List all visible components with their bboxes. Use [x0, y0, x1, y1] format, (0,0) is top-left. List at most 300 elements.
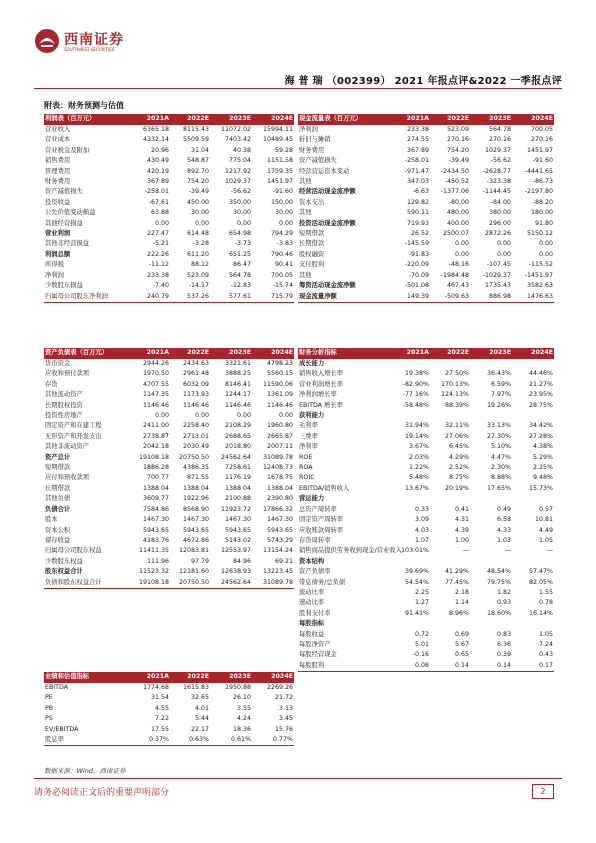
cell-value: 1615.83: [182, 684, 209, 691]
header-year: 2022E: [430, 348, 470, 359]
cell-value: —: [504, 547, 511, 555]
cell-value: 149.39: [390, 292, 430, 303]
row-label: PE: [45, 694, 53, 702]
logo-subtext: SOUTHWEST SECURITIES: [64, 47, 115, 52]
cell-value: 4672.86: [182, 536, 209, 544]
footer-divider: [34, 778, 562, 779]
cell-value: 4.29%: [448, 453, 469, 461]
cell-value: -91.83: [408, 250, 429, 258]
table-row: [298, 453, 554, 463]
cell-value: -11.12: [148, 261, 169, 269]
row-label: 每股净资产: [299, 640, 331, 648]
table-row: [44, 146, 294, 156]
table-row: [44, 359, 294, 369]
cell-value: 10489.45: [262, 136, 293, 144]
logo-text: 西南证券: [64, 32, 124, 48]
cell-value: 4183.76: [142, 536, 169, 544]
cell-value: 0.49: [496, 505, 511, 513]
cell-value: 26.10: [232, 694, 251, 702]
row-label: 固定资产和在建工程: [45, 422, 102, 430]
table-row: [298, 401, 554, 411]
cell-value: 11590.06: [262, 380, 293, 388]
row-label: 资产减值损失: [299, 157, 337, 165]
header-year: 2021A: [130, 348, 170, 359]
row-label: 股息率: [44, 735, 130, 746]
cell-value: 3.45: [278, 715, 293, 723]
cell-value: 4.24: [236, 715, 251, 723]
cell-value: 0.33: [414, 505, 429, 513]
cell-value: 3582.63: [526, 282, 553, 290]
cell-value: 2100.88: [224, 495, 251, 503]
table-row: [298, 515, 554, 525]
row-label: 留存收益: [45, 536, 71, 544]
cell-value: 270.16: [446, 136, 469, 144]
cell-value: 590.11: [406, 209, 429, 217]
header-year: 2024E: [512, 114, 554, 125]
cell-value: 233.38: [146, 271, 169, 279]
cell-value: -4441.65: [524, 167, 553, 175]
table-row: [298, 239, 554, 249]
cell-value: 1960.80: [266, 422, 293, 430]
cell-value: 88.39%: [444, 401, 469, 409]
table-row: [44, 177, 294, 187]
table-row: [44, 250, 294, 260]
table-row: [298, 260, 554, 270]
cell-value: 4332.14: [142, 136, 169, 144]
cell-value: 719.93: [406, 219, 429, 227]
header-year: 2021A: [390, 114, 430, 125]
table-row: [44, 198, 294, 208]
cell-value: 0.14: [470, 661, 512, 672]
cell-value: 111.96: [146, 557, 169, 565]
cell-value: 0.00: [194, 412, 209, 420]
cell-value: -2197.80: [524, 188, 553, 196]
cell-value: 4386.35: [182, 464, 209, 472]
cell-value: 31.04: [190, 146, 209, 154]
cell-value: 1759.35: [266, 167, 293, 175]
cell-value: 420.19: [146, 167, 169, 175]
cell-value: 19.14%: [404, 432, 429, 440]
cell-value: 296.00: [488, 219, 511, 227]
cell-value: 1467.30: [182, 516, 209, 524]
cell-value: 12181.60: [178, 568, 209, 576]
cell-value: 2500.07: [442, 230, 469, 238]
cell-value: 0.63%: [170, 735, 210, 746]
cell-value: 44.46%: [528, 370, 553, 378]
cell-value: 367.89: [406, 146, 429, 154]
cell-value: 1.22%: [408, 464, 429, 472]
cell-value: 6.36: [496, 640, 511, 648]
cell-value: 19.26%: [486, 401, 511, 409]
cell-value: 886.98: [470, 292, 512, 303]
cell-value: 2.25: [414, 588, 429, 596]
cell-value: -14.17: [188, 282, 209, 290]
table-row: [298, 484, 554, 494]
cell-value: -107.45: [486, 261, 511, 269]
cell-value: 1678.75: [266, 474, 293, 482]
cell-value: -6.63: [412, 188, 429, 196]
header-year: 2024E: [252, 672, 294, 683]
cell-value: 82.05%: [528, 578, 553, 586]
table-row: [44, 281, 294, 291]
header-year: 2024E: [252, 114, 294, 125]
table-row: [44, 546, 294, 556]
table-row: [298, 229, 554, 239]
cell-value: 5.44: [194, 715, 209, 723]
table-header-row: [44, 672, 294, 683]
cell-value: 20750.50: [170, 578, 210, 589]
table-row: [298, 359, 554, 369]
section-title: 附表：财务预测与估值: [44, 101, 124, 110]
cell-value: 30.00: [232, 209, 251, 217]
cell-value: 0.00: [496, 250, 511, 258]
row-label: 少数股东权益: [45, 557, 83, 565]
cell-value: -39.49: [188, 188, 209, 196]
row-label: 速动比率: [299, 599, 325, 607]
header-year: 2023E: [210, 672, 252, 683]
cell-value: 19108.18: [138, 453, 169, 461]
cell-value: -56.62: [490, 157, 511, 165]
row-label: 筹资活动现金流净额: [299, 282, 356, 290]
cell-value: 27.30%: [486, 432, 511, 440]
cell-value: 222.26: [146, 250, 169, 258]
cell-value: 790.46: [270, 250, 293, 258]
table-row: [298, 598, 554, 608]
row-label: ROE: [299, 453, 313, 461]
row-label: 所得税: [45, 261, 64, 269]
cell-value: -2628.77: [482, 167, 511, 175]
cell-value: 27.06%: [444, 432, 469, 440]
row-label: 净利率: [299, 443, 318, 451]
cell-value: 170.13%: [440, 380, 469, 388]
cell-value: 34.42%: [528, 422, 553, 430]
cell-value: 400.00: [446, 219, 469, 227]
cell-value: [390, 619, 430, 629]
row-label: 存货: [45, 380, 58, 388]
cell-value: 274.55: [406, 136, 429, 144]
cell-value: -145.59: [404, 240, 429, 248]
cell-value: [390, 557, 430, 567]
cell-value: 1.05: [538, 630, 553, 638]
table-row: [298, 546, 554, 556]
row-label: 其他流动资产: [45, 391, 83, 399]
row-label: 其他: [299, 178, 312, 186]
table-row: [44, 390, 294, 400]
cell-value: 2258.40: [182, 422, 209, 430]
cell-value: 0.93: [496, 599, 511, 607]
table-row: [298, 421, 554, 431]
table-row: [44, 442, 294, 452]
cell-value: -7.40: [152, 282, 169, 290]
cell-value: 270.16: [488, 136, 511, 144]
row-label: 折旧与摊销: [299, 136, 331, 144]
cell-value: 54.54%: [404, 578, 429, 586]
cell-value: 1388.04: [142, 484, 169, 492]
table-row: [44, 683, 294, 693]
cell-value: 91.80: [534, 219, 553, 227]
cell-value: 577.61: [210, 292, 252, 303]
header-year: 2024E: [512, 348, 554, 359]
cell-value: 4.31: [454, 516, 469, 524]
header-year: 2021A: [390, 348, 430, 359]
cell-value: 103.01%: [400, 547, 429, 555]
cell-value: 1.05: [538, 536, 553, 544]
row-label: 投资活动现金流净额: [299, 219, 356, 227]
row-label: 营运能力: [299, 495, 325, 503]
cell-value: 1147.35: [142, 391, 169, 399]
cell-value: 1217.92: [224, 167, 251, 175]
cell-value: 233.38: [406, 126, 429, 133]
cell-value: 0.77%: [252, 735, 294, 746]
cashflow-table: [298, 114, 554, 303]
table-row: [44, 219, 294, 229]
cell-value: 27.50%: [444, 370, 469, 378]
table-row: [298, 198, 554, 208]
cell-value: 2688.65: [224, 432, 251, 440]
cell-value: 12553.97: [220, 547, 251, 555]
cell-value: 8.88%: [490, 474, 511, 482]
header-year: 2022E: [170, 348, 210, 359]
cell-value: 0.65: [454, 651, 469, 659]
row-label: 长期借款: [45, 484, 71, 492]
cell-value: 86.47: [232, 261, 251, 269]
cell-value: 654.98: [228, 230, 251, 238]
cell-value: 4.49: [538, 526, 553, 534]
cell-value: 2030.49: [182, 443, 209, 451]
cell-value: 13154.24: [262, 547, 293, 555]
cell-value: -1451.97: [524, 271, 553, 279]
cell-value: 0.00: [154, 412, 169, 420]
cell-value: 31089.78: [252, 578, 294, 589]
row-label: 负债和股东权益合计: [44, 578, 130, 589]
row-label: ROIC: [299, 474, 315, 482]
cell-value: 7.24: [538, 640, 553, 648]
cell-value: 1.14: [454, 599, 469, 607]
cell-value: -1029.37: [482, 271, 511, 279]
row-label: 财务费用: [45, 178, 71, 186]
table-row: [298, 630, 554, 640]
cell-value: 1.55: [538, 588, 553, 596]
row-label: 经营营运资本变动: [299, 167, 350, 175]
cell-value: 36.43%: [486, 370, 511, 378]
cell-value: [470, 359, 512, 369]
cell-value: 5560.15: [266, 370, 293, 378]
cell-value: 614.48: [186, 230, 209, 238]
table-row: [298, 526, 554, 536]
cell-value: 79.75%: [486, 578, 511, 586]
table-row: [44, 239, 294, 249]
table-row: [298, 578, 554, 588]
cell-value: [470, 619, 512, 629]
cell-value: -15.74: [272, 282, 293, 290]
row-label: EBITDA 增长率: [299, 401, 343, 409]
cell-value: 564.78: [228, 271, 251, 279]
cell-value: 11923.72: [220, 505, 251, 513]
cell-value: 8146.41: [224, 380, 251, 388]
page-number: 2: [532, 784, 554, 799]
cell-value: 1.03: [496, 536, 511, 544]
cell-value: 5943.65: [224, 526, 251, 534]
row-label: 净利润: [45, 271, 64, 279]
cell-value: 4.47%: [490, 453, 511, 461]
cell-value: 0.41: [454, 505, 469, 513]
table-row: [44, 187, 294, 197]
table-row: [298, 619, 554, 629]
cell-value: 8115.43: [182, 126, 209, 133]
cell-value: 2.25%: [532, 464, 553, 472]
cell-value: -91.60: [532, 157, 553, 165]
cell-value: 523.09: [446, 126, 469, 133]
cell-value: [430, 411, 470, 421]
row-label: PS: [45, 715, 53, 723]
table-row: [298, 156, 554, 166]
cell-value: [512, 619, 554, 629]
cell-value: 0.08: [390, 661, 430, 672]
row-label: 资本公积: [45, 526, 71, 534]
cell-value: 227.47: [146, 230, 169, 238]
header-year: 2022E: [430, 114, 470, 125]
cell-value: 537.26: [170, 292, 210, 303]
cell-value: -12.83: [230, 282, 251, 290]
table-row: [298, 640, 554, 650]
cell-value: 5.29%: [532, 453, 553, 461]
row-label: 资本结构: [299, 557, 325, 565]
cell-value: 1388.04: [266, 484, 293, 492]
cell-value: [390, 359, 430, 369]
cell-value: 2042.18: [142, 443, 169, 451]
cell-value: -88.20: [532, 198, 553, 206]
cell-value: 794.29: [270, 230, 293, 238]
cell-value: [390, 494, 430, 504]
cell-value: 1.07: [414, 536, 429, 544]
table-row: [298, 146, 554, 156]
cell-value: 40.38: [232, 146, 251, 154]
cell-value: -2434.50: [440, 167, 469, 175]
cell-value: 6365.18: [142, 126, 169, 133]
cell-value: [470, 557, 512, 567]
cell-value: 3.13: [278, 704, 293, 712]
table-row: [298, 588, 554, 598]
row-label: 投资性房地产: [45, 412, 83, 420]
cell-value: 27.28%: [528, 432, 553, 440]
row-label: 其他: [299, 209, 312, 217]
cell-value: 7.22: [154, 715, 169, 723]
cell-value: 1244.17: [224, 391, 251, 399]
table-row: [298, 219, 554, 229]
row-label: 总资产周转率: [299, 505, 337, 513]
cell-value: -509.63: [430, 292, 470, 303]
cell-value: 5.01: [414, 640, 429, 648]
cell-value: -323.38: [486, 178, 511, 186]
cell-value: 871.55: [186, 474, 209, 482]
cell-value: 0.00: [496, 240, 511, 248]
table-row: [44, 432, 294, 442]
cell-value: 715.79: [252, 292, 294, 303]
header-year: 2023E: [210, 114, 252, 125]
table-row: [44, 369, 294, 379]
cell-value: 5943.65: [182, 526, 209, 534]
table-row: [298, 411, 554, 421]
cell-value: [470, 494, 512, 504]
table-row: [298, 390, 554, 400]
cell-value: [512, 557, 554, 567]
cell-value: 754.20: [446, 146, 469, 154]
income-statement-table: [44, 114, 294, 303]
row-label: 毛利率: [299, 422, 318, 430]
cell-value: 0.83: [496, 630, 511, 638]
cell-value: 0.61%: [210, 735, 252, 746]
cell-value: -0.16: [412, 651, 429, 659]
table-row: [298, 609, 554, 619]
cell-value: -115.52: [528, 261, 553, 269]
cell-value: 5150.12: [526, 230, 553, 238]
cell-value: 5.48%: [408, 474, 429, 482]
header-label: 业绩和估值指标: [44, 672, 130, 683]
table-row: [44, 401, 294, 411]
table-row: [44, 704, 294, 714]
header-year: 2022E: [170, 672, 210, 683]
cell-value: 69.21: [274, 557, 293, 565]
cell-value: 15994.11: [262, 126, 293, 133]
row-label: 每股股利: [298, 661, 390, 672]
table-row: [44, 453, 294, 463]
cell-value: -3.73: [234, 240, 251, 248]
cell-value: 240.79: [130, 292, 170, 303]
cell-value: 0.00: [278, 412, 293, 420]
row-label: 无形资产和开发支出: [45, 432, 102, 440]
cell-value: 20750.50: [178, 453, 209, 461]
cell-value: 2.18: [454, 588, 469, 596]
header-year: 2021A: [130, 114, 170, 125]
row-label: 管理费用: [45, 167, 71, 175]
row-label: 股权融资: [299, 250, 325, 258]
cell-value: 4.39: [454, 526, 469, 534]
cell-value: 15.76: [274, 725, 293, 733]
table-row: [298, 536, 554, 546]
cell-value: 11411.35: [138, 547, 169, 555]
cell-value: 4.33: [496, 526, 511, 534]
cell-value: -39.49: [448, 157, 469, 165]
cell-value: 6.59%: [490, 380, 511, 388]
cell-value: 17866.32: [262, 505, 293, 513]
cell-value: 1.00: [454, 536, 469, 544]
cell-value: 367.89: [146, 178, 169, 186]
row-label: 资本支出: [299, 198, 325, 206]
table-row: [298, 369, 554, 379]
cell-value: -48.16: [448, 261, 469, 269]
table-row: [44, 292, 294, 303]
table-row: [44, 463, 294, 473]
cell-value: 0.00: [236, 219, 251, 227]
cell-value: 2108.29: [224, 422, 251, 430]
cell-value: 523.09: [186, 271, 209, 279]
cell-value: 700.77: [146, 474, 169, 482]
logo-mark-icon: [34, 28, 60, 54]
header-year: 2023E: [470, 348, 512, 359]
cell-value: 7258.61: [224, 464, 251, 472]
table-row: [44, 380, 294, 390]
valuation-table: [44, 672, 294, 746]
table-row: [298, 432, 554, 442]
table-row: [44, 156, 294, 166]
table-row: [44, 693, 294, 703]
cell-value: 30.00: [190, 209, 209, 217]
cell-value: 7.97%: [490, 391, 511, 399]
cell-value: 90.41: [274, 261, 293, 269]
table-row: [44, 735, 294, 746]
cell-value: 129.82: [406, 198, 429, 206]
cell-value: 12638.93: [220, 568, 251, 576]
